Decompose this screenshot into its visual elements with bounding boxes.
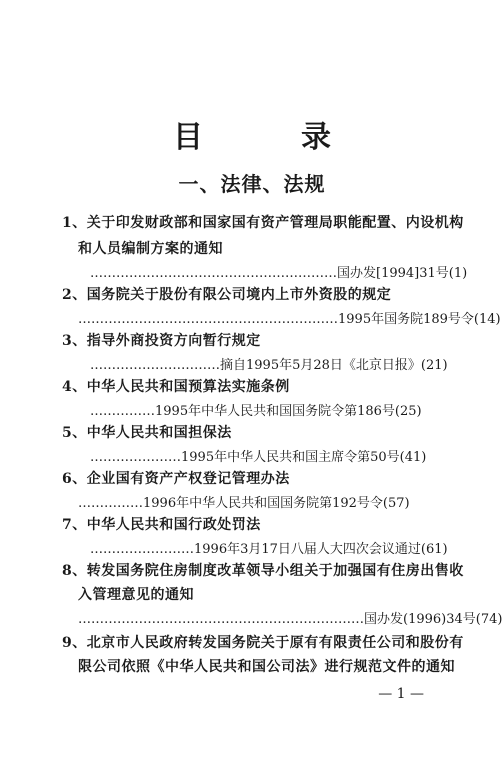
toc-entry-title: 3、指导外商投资方向暂行规定 — [62, 333, 261, 349]
page-title: 目 录 — [173, 120, 365, 155]
leader-dots: ………………… — [90, 450, 181, 465]
toc-entry-title: 4、中华人民共和国预算法实施条例 — [62, 379, 290, 395]
leader-dots: …………… — [78, 496, 143, 511]
toc-entry-source: 1996年3月17日八届人大四次会议通过(61) — [194, 542, 448, 557]
toc-entry-ref — [78, 608, 502, 627]
toc-entry-source: 1995年中华人民共和国主席令第50号(41) — [181, 450, 427, 465]
toc-entry-title: 7、中华人民共和国行政处罚法 — [62, 517, 261, 533]
leader-dots: …………………………………………………… — [78, 312, 338, 327]
toc-entry-title: 6、企业国有资产产权登记管理办法 — [62, 471, 290, 487]
leader-dots: …………………… — [90, 542, 194, 557]
toc-entry-title: 5、中华人民共和国担保法 — [62, 425, 232, 441]
toc-entry-source: 1996年中华人民共和国国务院第192号令(57) — [143, 496, 410, 511]
leader-dots: ………………………………………………………… — [78, 612, 364, 627]
toc-entry-source: 摘自1995年5月28日《北京日报》(21) — [220, 358, 448, 373]
toc-entry-title: 2、国务院关于股份有限公司境内上市外资股的规定 — [62, 287, 392, 303]
toc-entry-ref — [90, 538, 448, 557]
leader-dots: ………………………………………………… — [90, 266, 337, 281]
toc-entry-source: 1995年国务院189号令(14) — [338, 312, 501, 327]
leader-dots: …………… — [90, 404, 155, 419]
toc-entry-ref — [78, 492, 410, 511]
toc-entry-ref — [90, 446, 426, 465]
leader-dots: ………………………… — [90, 358, 220, 373]
toc-entry-ref — [90, 354, 448, 373]
toc-entry-source: 国办发[1994]31号(1) — [337, 266, 468, 281]
toc-entry-title-cont: 和人员编制方案的通知 — [78, 241, 223, 257]
toc-entry-ref — [90, 400, 422, 419]
toc-entry-ref — [90, 262, 467, 281]
toc-entry-title-cont: 限公司依照《中华人民共和国公司法》进行规范文件的通知 — [78, 659, 455, 675]
toc-entry-ref — [78, 308, 501, 327]
section-heading: 一、法律、法规 — [178, 172, 326, 196]
toc-entry-title: 9、北京市人民政府转发国务院关于原有有限责任公司和股份有 — [62, 635, 464, 651]
toc-entry-title: 8、转发国务院住房制度改革领导小组关于加强国有住房出售收 — [62, 563, 464, 579]
toc-entry-title-cont: 入管理意见的通知 — [78, 587, 194, 603]
toc-entry-source: 国办发(1996)34号(74) — [364, 612, 503, 627]
page-number: — 1 — — [378, 686, 424, 702]
toc-entry-source: 1995年中华人民共和国国务院令第186号(25) — [155, 404, 422, 419]
toc-entry-title: 1、关于印发财政部和国家国有资产管理局职能配置、内设机构 — [62, 215, 464, 231]
